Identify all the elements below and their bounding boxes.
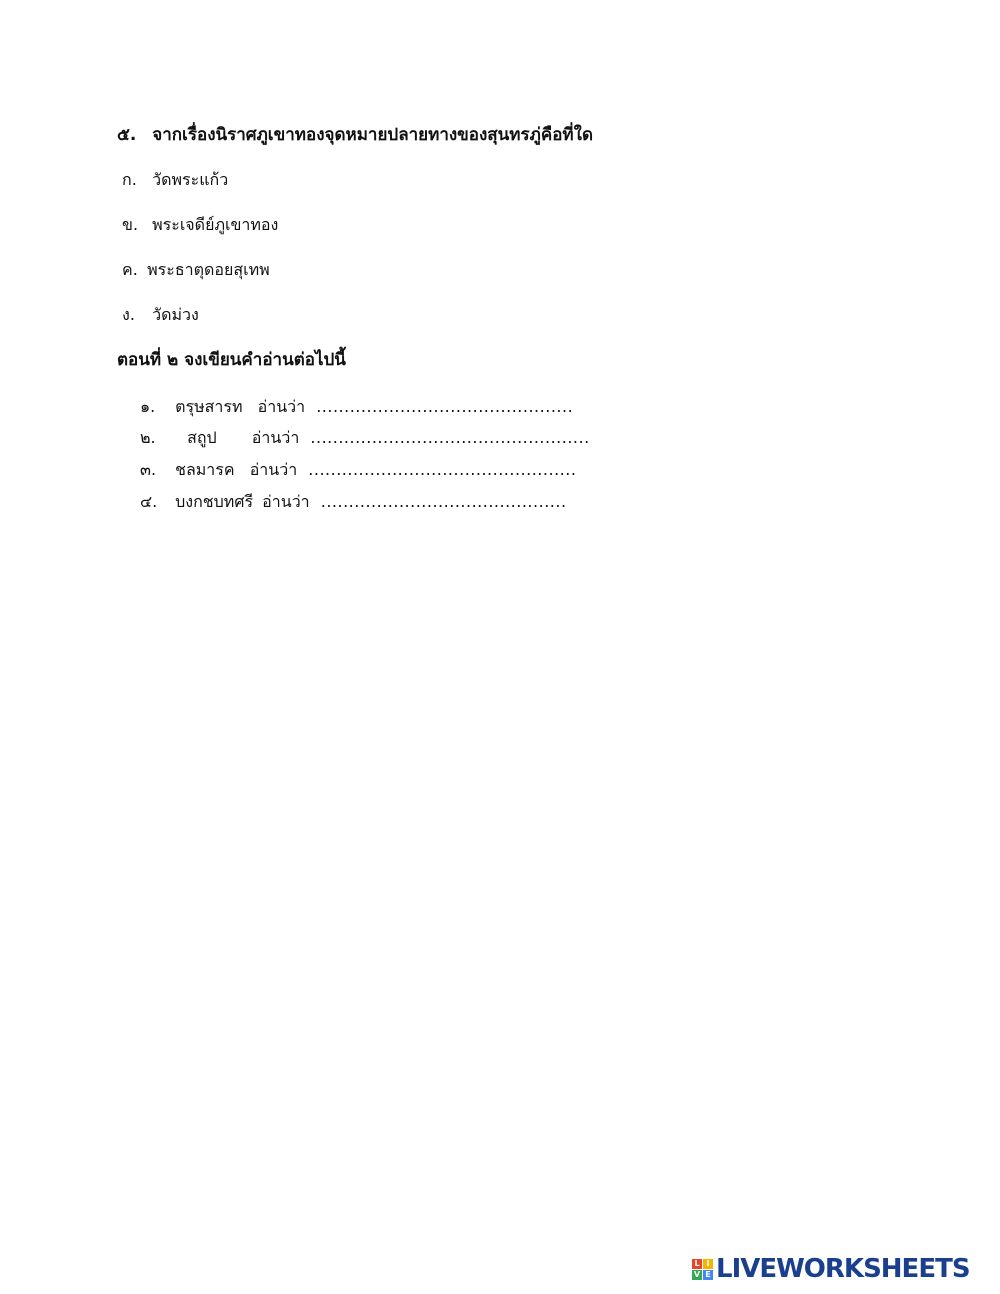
answer-blank[interactable]: ................................................ [308,460,577,479]
choice-letter: ก. [122,170,137,189]
choice-letter: ข. [122,215,139,234]
part-2-title: ตอนที่ ๒ จงเขียนคำอ่านต่อไปนี้ [117,350,346,370]
item-word: ตรุษสารท [175,397,243,416]
item-number: ๑. [140,397,156,416]
word-item-1 [140,395,573,420]
word-item-3 [140,458,576,483]
logo-mark-letter: V [693,1269,701,1279]
choice-b[interactable] [122,213,278,238]
logo-text: LIVEWORKSHEETS [716,1254,970,1284]
item-word: บงกชบทศรี [175,492,254,511]
choice-letter: ค. [122,260,138,279]
logo-mark-letter: E [703,1270,713,1280]
choice-a[interactable] [122,168,228,193]
choice-text: พระธาตุดอยสุเทพ [147,260,270,279]
item-word: สถูป [187,428,217,447]
question-5-title [117,121,593,148]
choice-text: พระเจดีย์ภูเขาทอง [152,215,279,234]
choice-d[interactable] [122,303,199,328]
liveworksheets-logo [692,1252,970,1286]
logo-mark-icon [692,1259,713,1280]
word-item-2 [140,426,590,451]
item-number: ๒. [140,428,156,447]
word-item-4 [140,490,567,515]
logo-mark-letter: I [703,1259,713,1269]
choice-c[interactable] [122,258,270,283]
item-word: ชลมารค [175,460,235,479]
reads-label: อ่านว่า [249,460,298,479]
logo-mark-letter: L [692,1259,702,1269]
item-number: ๔. [140,492,158,511]
answer-blank[interactable]: .............................................. [316,397,574,416]
reads-label: อ่านว่า [262,492,310,511]
item-number: ๓. [140,460,157,479]
question-text: จากเรื่องนิราศภูเขาทองจุดหมายปลายทางของสุนทรภู่คือที่ใด [152,125,593,145]
answer-blank[interactable]: .................................................. [310,428,590,447]
question-number: ๕. [117,125,137,145]
choice-letter: ง. [122,305,135,324]
reads-label: อ่านว่า [257,397,306,416]
choice-text: วัดพระแก้ว [152,170,229,189]
choice-text: วัดม่วง [152,305,199,324]
reads-label: อ่านว่า [251,428,300,447]
answer-blank[interactable]: ............................................ [320,492,567,511]
